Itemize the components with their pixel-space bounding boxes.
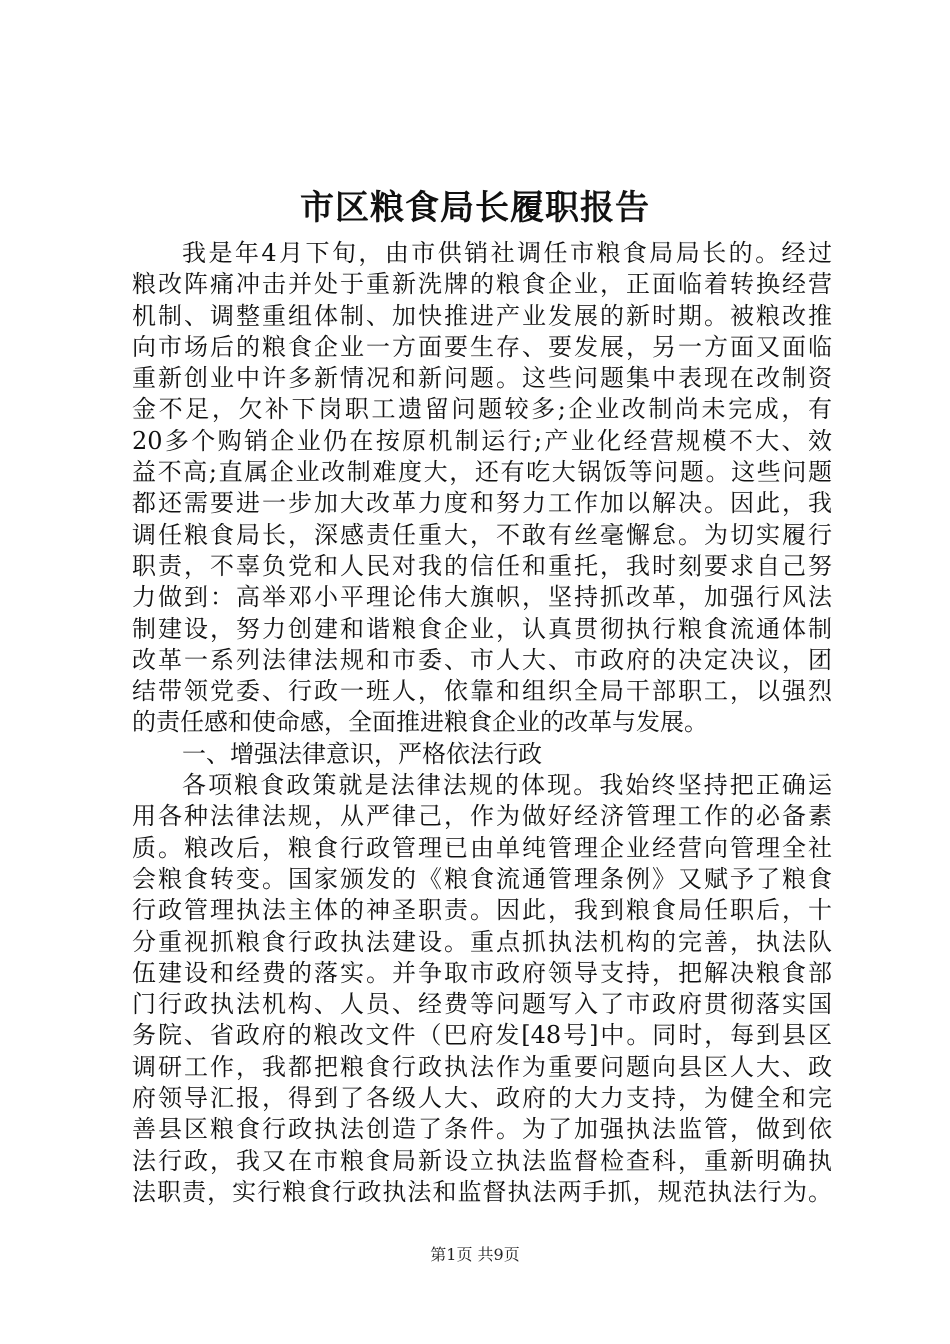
text-line: 我是年4月下旬，由市供销社调任市粮食局局长的。经过 [182, 239, 832, 267]
text-line: 益不高;直属企业改制难度大，还有吃大锅饭等问题。这些问题 [132, 458, 832, 487]
text-line: 力做到：高举邓小平理论伟大旗帜，坚持抓改革，加强行风法 [132, 583, 832, 612]
text-line: 调研工作，我都把粮食行政执法作为重要问题向县区人大、政 [132, 1052, 832, 1081]
text-line: 向市场后的粮食企业一方面要生存、要发展，另一方面又面临 [132, 332, 832, 361]
text-line: 务院、省政府的粮改文件（巴府发[48号]中。同时，每到县区 [132, 1021, 832, 1050]
text-line: 法行政，我又在市粮食局新设立执法监督检查科，重新明确执 [132, 1146, 832, 1175]
text-line: 行政管理执法主体的神圣职责。因此，我到粮食局任职后，十 [132, 896, 832, 925]
text-line: 门行政执法机构、人员、经费等问题写入了市政府贯彻落实国 [132, 990, 832, 1019]
text-line: 用各种法律法规，从严律己，作为做好经济管理工作的必备素 [132, 802, 832, 831]
text-line: 都还需要进一步加大改革力度和努力工作加以解决。因此，我 [132, 489, 832, 518]
text-line: 分重视抓粮食行政执法建设。重点抓执法机构的完善，执法队 [132, 927, 832, 956]
text-line: 一、增强法律意识，严格依法行政 [182, 739, 542, 768]
text-line: 结带领党委、行政一班人，依靠和组织全局干部职工，以强烈 [132, 677, 832, 706]
text-line: 机制、调整重组体制、加快推进产业发展的新时期。被粮改推 [132, 301, 832, 330]
text-line: 各项粮食政策就是法律法规的体现。我始终坚持把正确运 [182, 771, 832, 800]
document-title: 市区粮食局长履职报告 [300, 188, 650, 228]
text-line: 调任粮食局长，深感责任重大，不敢有丝毫懈怠。为切实履行 [132, 520, 832, 549]
text-line: 的责任感和使命感，全面推进粮食企业的改革与发展。 [132, 708, 708, 737]
text-line: 金不足，欠补下岗职工遗留问题较多;企业改制尚未完成，有 [132, 395, 832, 424]
text-line: 改革一系列法律法规和市委、市人大、市政府的决定决议，团 [132, 645, 832, 674]
text-line: 20多个购销企业仍在按原机制运行;产业化经营规模不大、效 [132, 426, 832, 455]
document-body [132, 238, 832, 1208]
text-line: 职责，不辜负党和人民对我的信任和重托，我时刻要求自己努 [132, 551, 832, 580]
text-line: 善县区粮食行政执法创造了条件。为了加强执法监管，做到依 [132, 1115, 832, 1144]
text-line: 会粮食转变。国家颁发的《粮食流通管理条例》又赋予了粮食 [132, 864, 832, 893]
text-line: 府领导汇报，得到了各级人大、政府的大力支持，为健全和完 [132, 1084, 832, 1113]
text-line: 质。粮改后，粮食行政管理已由单纯管理企业经营向管理全社 [132, 833, 832, 862]
text-line: 法职责，实行粮食行政执法和监督执法两手抓，规范执法行为。 [132, 1177, 832, 1206]
text-line: 粮改阵痛冲击并处于重新洗牌的粮食企业，正面临着转换经营 [132, 270, 832, 299]
text-line: 重新创业中许多新情况和新问题。这些问题集中表现在改制资 [132, 364, 832, 393]
text-line: 伍建设和经费的落实。并争取市政府领导支持，把解决粮食部 [132, 958, 832, 987]
page-footer: 第1页 共9页 [430, 1245, 520, 1264]
text-line: 制建设，努力创建和谐粮食企业，认真贯彻执行粮食流通体制 [132, 614, 832, 643]
